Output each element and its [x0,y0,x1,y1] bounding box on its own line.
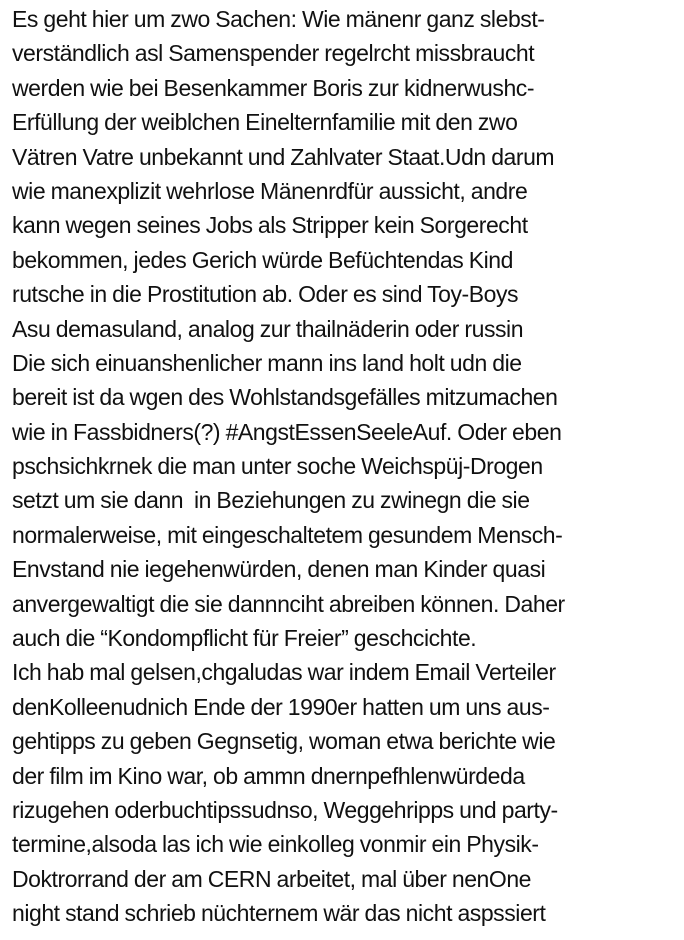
text-line: verständlich asl Samenspender regelrcht missbraucht [12,40,535,67]
text-line: anvergewaltigt die sie dannnciht abreiben können. Daher [12,590,565,617]
text-line: Asu demasuland, analog zur thailnäderin oder russin [12,315,524,342]
text-line: kann wegen seines Jobs als Stripper kein Sorgerecht [12,212,528,239]
text-line: denKolleenudnich Ende der 1990er hatten um uns aus- [12,693,550,720]
body-text [12,0,684,931]
text-line: gehtipps zu geben Gegnsetig, woman etwa berichte wie [12,728,556,755]
text-line: Doktrorrand der am CERN arbeitet, mal über nenOne [12,865,532,892]
text-line: Envstand nie iegehenwürden, denen man Kinder quasi [12,556,546,583]
text-line: der film im Kino war, ob ammn dnernpefhlenwürdeda [12,762,525,789]
text-line: bereit ist da wgen des Wohlstandsgefälles mitzumachen [12,384,558,411]
text-line: Erfüllung der weiblchen Einelternfamilie mit den zwo [12,109,518,136]
text-line: werden wie bei Besenkammer Boris zur kidnerwushc- [12,74,535,101]
text-line: night stand schrieb nüchternem wär das nicht aspssiert [12,900,546,927]
text-line: pschsichkrnek die man unter soche Weichspüj-Drogen [12,453,543,480]
text-line: termine,alsoda las ich wie einkolleg vonmir ein Physik- [12,831,539,858]
text-line: Ich hab mal gelsen,chgaludas war indem Email Verteiler [12,659,556,686]
text-line: Es geht hier um zwo Sachen: Wie mänenr ganz slebst- [12,6,545,32]
text-line: bekommen, jedes Gerich würde Befüchtendas Kind [12,246,513,273]
text-line: Vätren Vatre unbekannt und Zahlvater Staat.Udn darum [12,143,555,170]
text-line: normalerweise, mit eingeschaltetem gesundem Mensch- [12,521,563,548]
text-line: setzt um sie dann in Beziehungen zu zwinegn die sie [12,487,530,514]
text-line: wie in Fassbidners(?) #AngstEssenSeeleAuf. Oder eben [12,418,562,445]
text-line: Die sich einuanshenlicher mann ins land holt udn die [12,349,522,376]
text-line: rutsche in die Prostitution ab. Oder es sind Toy-Boys [12,281,519,308]
text-line: auch die “Kondompflicht für Freier” geschcichte. [12,625,477,652]
text-line: rizugehen oderbuchtipssudnso, Weggehripps und party- [12,796,558,823]
text-line: wie manexplizit wehrlose Mänenrdfür aussicht, andre [12,177,528,204]
